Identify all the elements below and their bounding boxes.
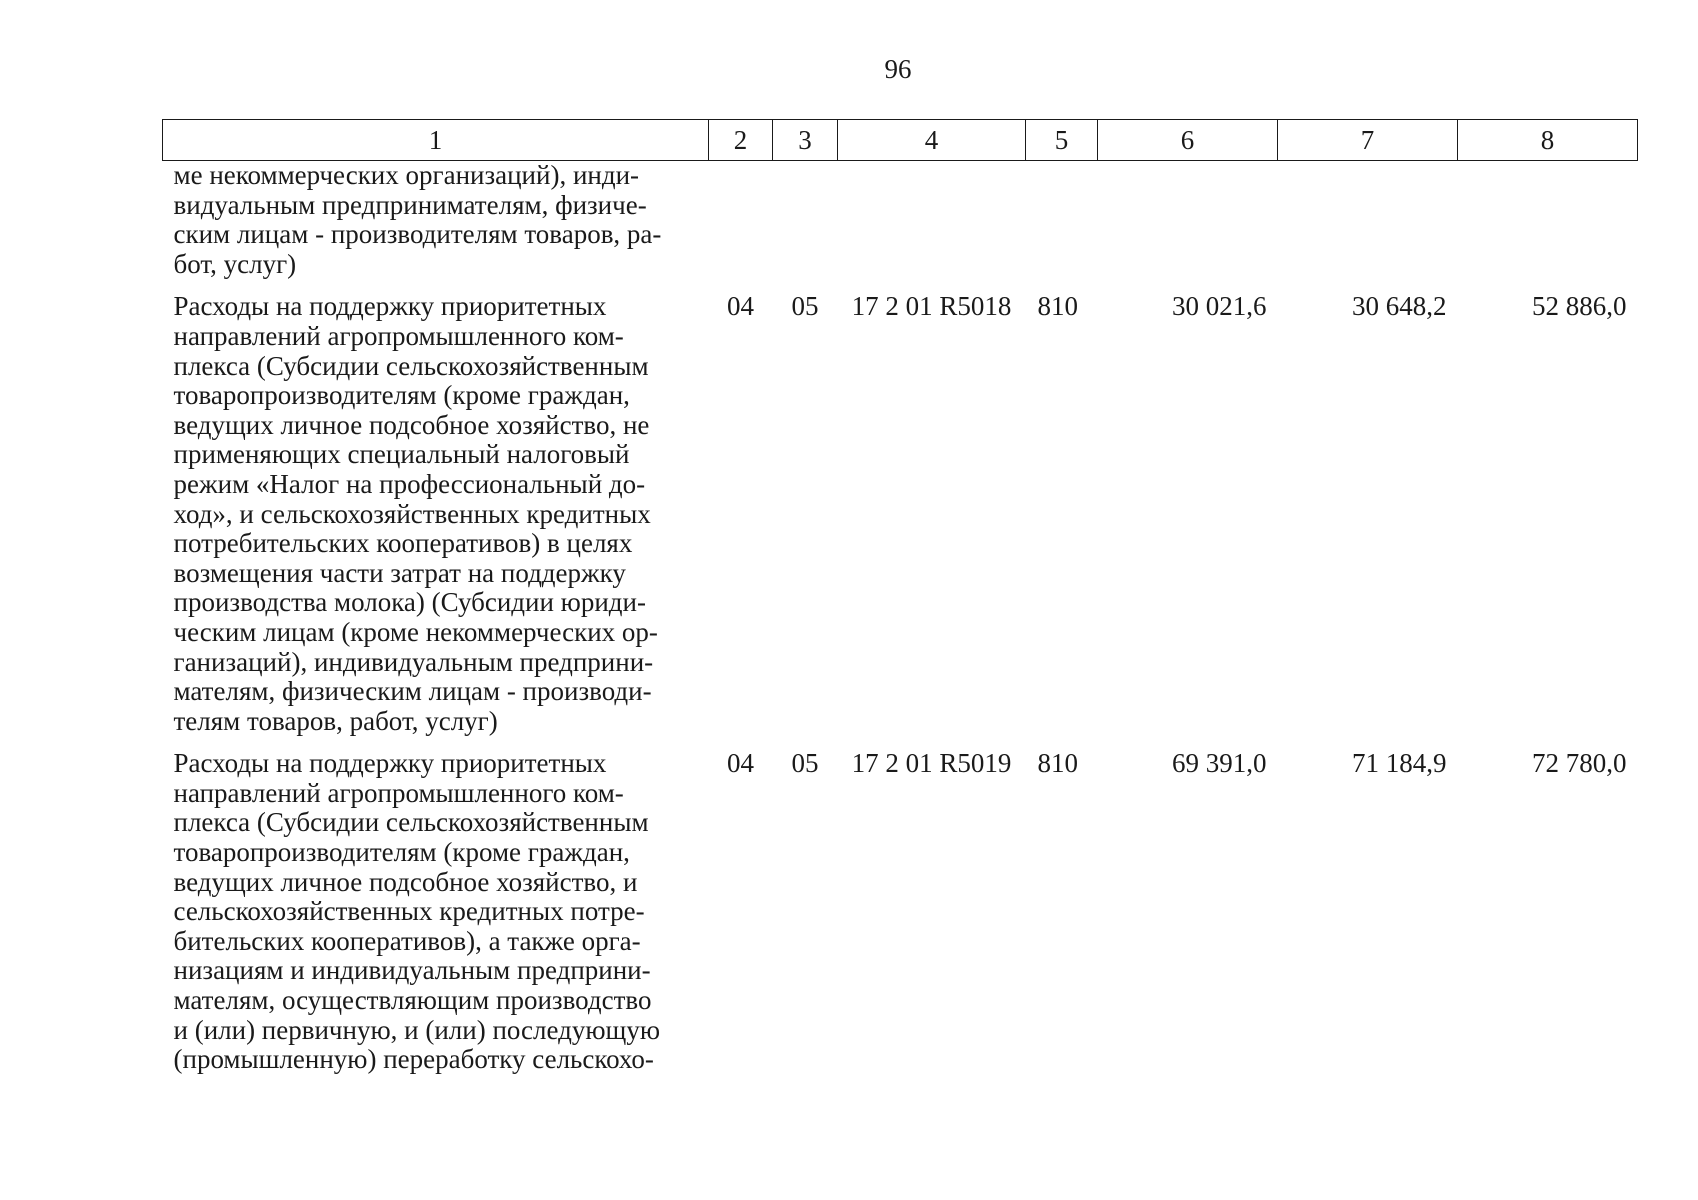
budget-table	[162, 119, 1638, 1075]
description-line: Расходы на поддержку приоритетных	[173, 748, 607, 779]
description-line: возмещения части затрат на поддержку	[173, 557, 626, 588]
description-line: ме некоммерческих организаций), инди-	[173, 160, 640, 190]
table-header	[163, 120, 1638, 161]
description-line: товаропроизводителям (кроме граждан,	[173, 837, 630, 868]
section-code	[709, 161, 773, 280]
table-row	[163, 161, 1638, 280]
description-line: ведущих личное подсобное хозяйство, не	[173, 409, 650, 440]
amount-col-8: 52 886,0	[1532, 291, 1627, 322]
header-cell: 4	[838, 120, 1026, 161]
description-line: режим «Налог на профессиональный до-	[173, 468, 646, 499]
description-line: низациям и индивидуальным предприни-	[173, 955, 651, 986]
target-article-code: 17 2 01 R5018	[851, 291, 1012, 322]
description-line: Расходы на поддержку приоритетных	[173, 291, 607, 322]
expense-type-code	[1026, 161, 1098, 280]
amount-col-7: 30 648,2	[1352, 291, 1447, 322]
description-line: плекса (Субсидии сельскохозяйственным	[173, 807, 649, 838]
description-line: и (или) первичную, и (или) последующую	[173, 1014, 661, 1045]
table-row	[163, 279, 1638, 736]
header-cell: 5	[1026, 120, 1098, 161]
header-cell: 2	[709, 120, 773, 161]
amount-col-6: 69 391,0	[1172, 748, 1267, 779]
description-line: видуальным предпринимателям, физиче-	[173, 189, 647, 220]
table-body	[163, 161, 1638, 1075]
description-line: потребительских кооперативов) в целях	[173, 528, 633, 559]
description-line: ход», и сельскохозяйственных кредитных	[173, 498, 651, 529]
subsection-code	[773, 161, 838, 280]
description-line: направлений агропромышленного ком-	[173, 777, 624, 808]
description-line: ческим лицам (кроме некоммерческих ор-	[173, 616, 658, 647]
header-cell: 3	[773, 120, 838, 161]
row-description	[163, 736, 709, 1075]
header-cell: 1	[163, 120, 709, 161]
description-line: производства молока) (Субсидии юриди-	[173, 587, 646, 618]
target-article-code	[838, 161, 1026, 280]
description-line: (промышленную) переработку сельскохо-	[173, 1044, 654, 1075]
description-line: мателям, осуществляющим производство	[173, 985, 652, 1016]
header-cell: 8	[1458, 120, 1638, 161]
target-article-code: 17 2 01 R5019	[851, 748, 1012, 779]
description-line: бот, услуг)	[173, 248, 297, 279]
amount-col-7	[1278, 161, 1458, 280]
description-line: ведущих личное подсобное хозяйство, и	[173, 866, 638, 897]
description-line: применяющих специальный налоговый	[173, 439, 630, 470]
description-line: сельскохозяйственных кредитных потре-	[173, 896, 645, 927]
expense-type-code: 810	[1037, 291, 1078, 322]
description-line: товаропроизводителям (кроме граждан,	[173, 380, 630, 411]
subsection-code: 05	[791, 748, 819, 779]
expense-type-code: 810	[1037, 748, 1078, 779]
page-number: 96	[884, 54, 912, 84]
header-cell: 7	[1278, 120, 1458, 161]
amount-col-6: 30 021,6	[1172, 291, 1267, 322]
description-line: бительских кооперативов), а также орга-	[173, 925, 641, 956]
description-line: плекса (Субсидии сельскохозяйственным	[173, 350, 649, 381]
amount-col-6	[1098, 161, 1278, 280]
section-code: 04	[727, 291, 754, 322]
description-line: мателям, физическим лицам - производи-	[173, 676, 652, 707]
row-description	[163, 161, 709, 280]
section-code: 04	[727, 748, 754, 779]
amount-col-8	[1458, 161, 1638, 280]
subsection-code: 05	[791, 291, 819, 322]
amount-col-7: 71 184,9	[1352, 748, 1447, 779]
amount-col-8: 72 780,0	[1532, 748, 1627, 779]
description-line: телям товаров, работ, услуг)	[173, 705, 498, 736]
row-description	[163, 279, 709, 736]
description-line: ганизаций), индивидуальным предприни-	[173, 646, 654, 677]
description-line: ским лицам - производителям товаров, ра-	[173, 219, 662, 250]
header-cell: 6	[1098, 120, 1278, 161]
description-line: направлений агропромышленного ком-	[173, 320, 624, 351]
table-row	[163, 736, 1638, 1075]
